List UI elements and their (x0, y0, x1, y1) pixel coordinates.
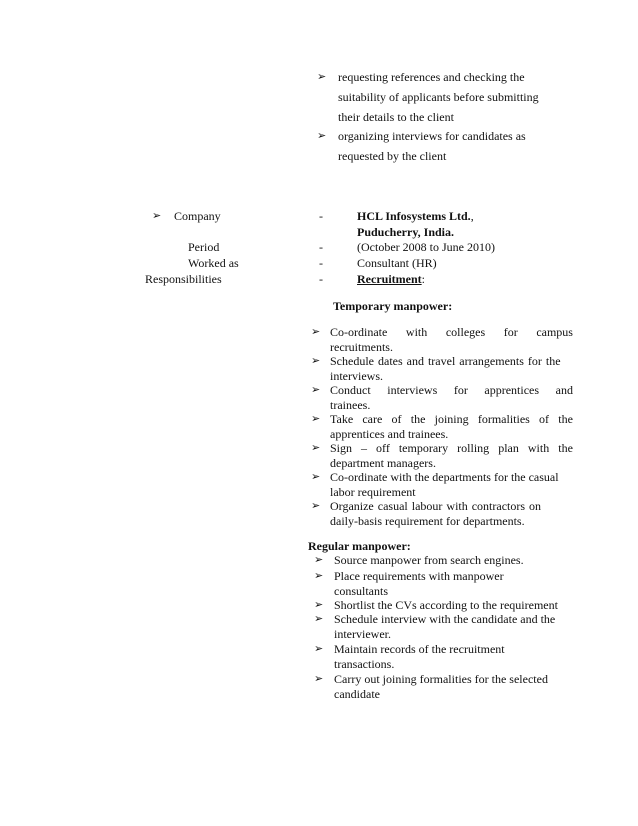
reg-item-5-line-1: Maintain records of the recruitment (334, 642, 505, 656)
label-company: Company (174, 209, 221, 223)
worked-as-value: Consultant (HR) (357, 256, 437, 270)
temp-item-3-line-2: trainees. (330, 398, 371, 412)
reg-item-3-line-1: Shortlist the CVs according to the requirement (334, 598, 558, 612)
top-bullet-2-line-1: organizing interviews for candidates as (338, 129, 526, 143)
dash-separator: - (319, 240, 323, 254)
reg-item-4-line-2: interviewer. (334, 627, 391, 641)
company-location: Puducherry, India. (357, 225, 455, 239)
temp-item-6-line-2: labor requirement (330, 485, 416, 499)
top-bullet-2-line-2: requested by the client (338, 149, 447, 163)
temp-item-2-line-1: Schedule dates and travel arrangements for the (330, 354, 561, 368)
bullet-arrow-icon: ➢ (314, 643, 324, 655)
temp-item-4-line-1: Take care of the joining formalities of the (330, 412, 573, 426)
reg-item-6-line-1: Carry out joining formalities for the selected (334, 672, 548, 686)
temp-item-2-line-2: interviews. (330, 369, 383, 383)
top-bullet-1-line-1: requesting references and checking the (338, 70, 525, 84)
temp-item-5-line-2: department managers. (330, 456, 436, 470)
bullet-arrow-icon: ➢ (311, 384, 321, 396)
temp-item-1-line-2: recruitments. (330, 340, 393, 354)
bullet-arrow-icon: ➢ (152, 210, 162, 222)
reg-item-5-line-2: transactions. (334, 657, 395, 671)
reg-item-2-line-2: consultants (334, 584, 388, 598)
bullet-arrow-icon: ➢ (314, 673, 324, 685)
period-value: (October 2008 to June 2010) (357, 240, 495, 254)
bullet-arrow-icon: ➢ (311, 413, 321, 425)
temp-item-6-line-1: Co-ordinate with the departments for the casual (330, 470, 559, 484)
temp-item-4-line-2: apprentices and trainees. (330, 427, 449, 441)
dash-separator: - (319, 272, 323, 286)
temporary-heading: Temporary manpower: (333, 299, 453, 313)
company-name: HCL Infosystems Ltd., (357, 209, 474, 223)
temp-item-1-line-1: Co-ordinate with colleges for campus (330, 325, 573, 339)
bullet-arrow-icon: ➢ (311, 471, 321, 483)
bullet-arrow-icon: ➢ (314, 554, 324, 566)
responsibilities-value: Recruitment: (357, 272, 425, 286)
bullet-arrow-icon: ➢ (311, 500, 321, 512)
temp-item-7-line-2: daily-basis requirement for departments. (330, 514, 525, 528)
bullet-arrow-icon: ➢ (314, 599, 324, 611)
bullet-arrow-icon: ➢ (314, 570, 324, 582)
bullet-arrow-icon: ➢ (311, 355, 321, 367)
label-period: Period (188, 240, 220, 254)
temp-item-3-line-1: Conduct interviews for apprentices and (330, 383, 573, 397)
temp-item-7-line-1: Organize casual labour with contractors on (330, 499, 542, 513)
reg-item-4-line-1: Schedule interview with the candidate and the (334, 612, 556, 626)
bullet-arrow-icon: ➢ (311, 442, 321, 454)
reg-item-1-line-1: Source manpower from search engines. (334, 553, 524, 567)
regular-heading: Regular manpower: (308, 539, 411, 553)
top-bullet-1-line-3: their details to the client (338, 110, 454, 124)
label-responsibilities: Responsibilities (145, 272, 222, 286)
bullet-arrow-icon: ➢ (317, 71, 327, 83)
dash-separator: - (319, 256, 323, 270)
top-bullet-1-line-2: suitability of applicants before submitting (338, 90, 539, 104)
reg-item-6-line-2: candidate (334, 687, 380, 701)
bullet-arrow-icon: ➢ (311, 326, 321, 338)
bullet-arrow-icon: ➢ (317, 130, 327, 142)
label-worked-as: Worked as (188, 256, 239, 270)
reg-item-2-line-1: Place requirements with manpower (334, 569, 504, 583)
temp-item-5-line-1: Sign – off temporary rolling plan with the (330, 441, 573, 455)
bullet-arrow-icon: ➢ (314, 613, 324, 625)
dash-separator: - (319, 209, 323, 223)
